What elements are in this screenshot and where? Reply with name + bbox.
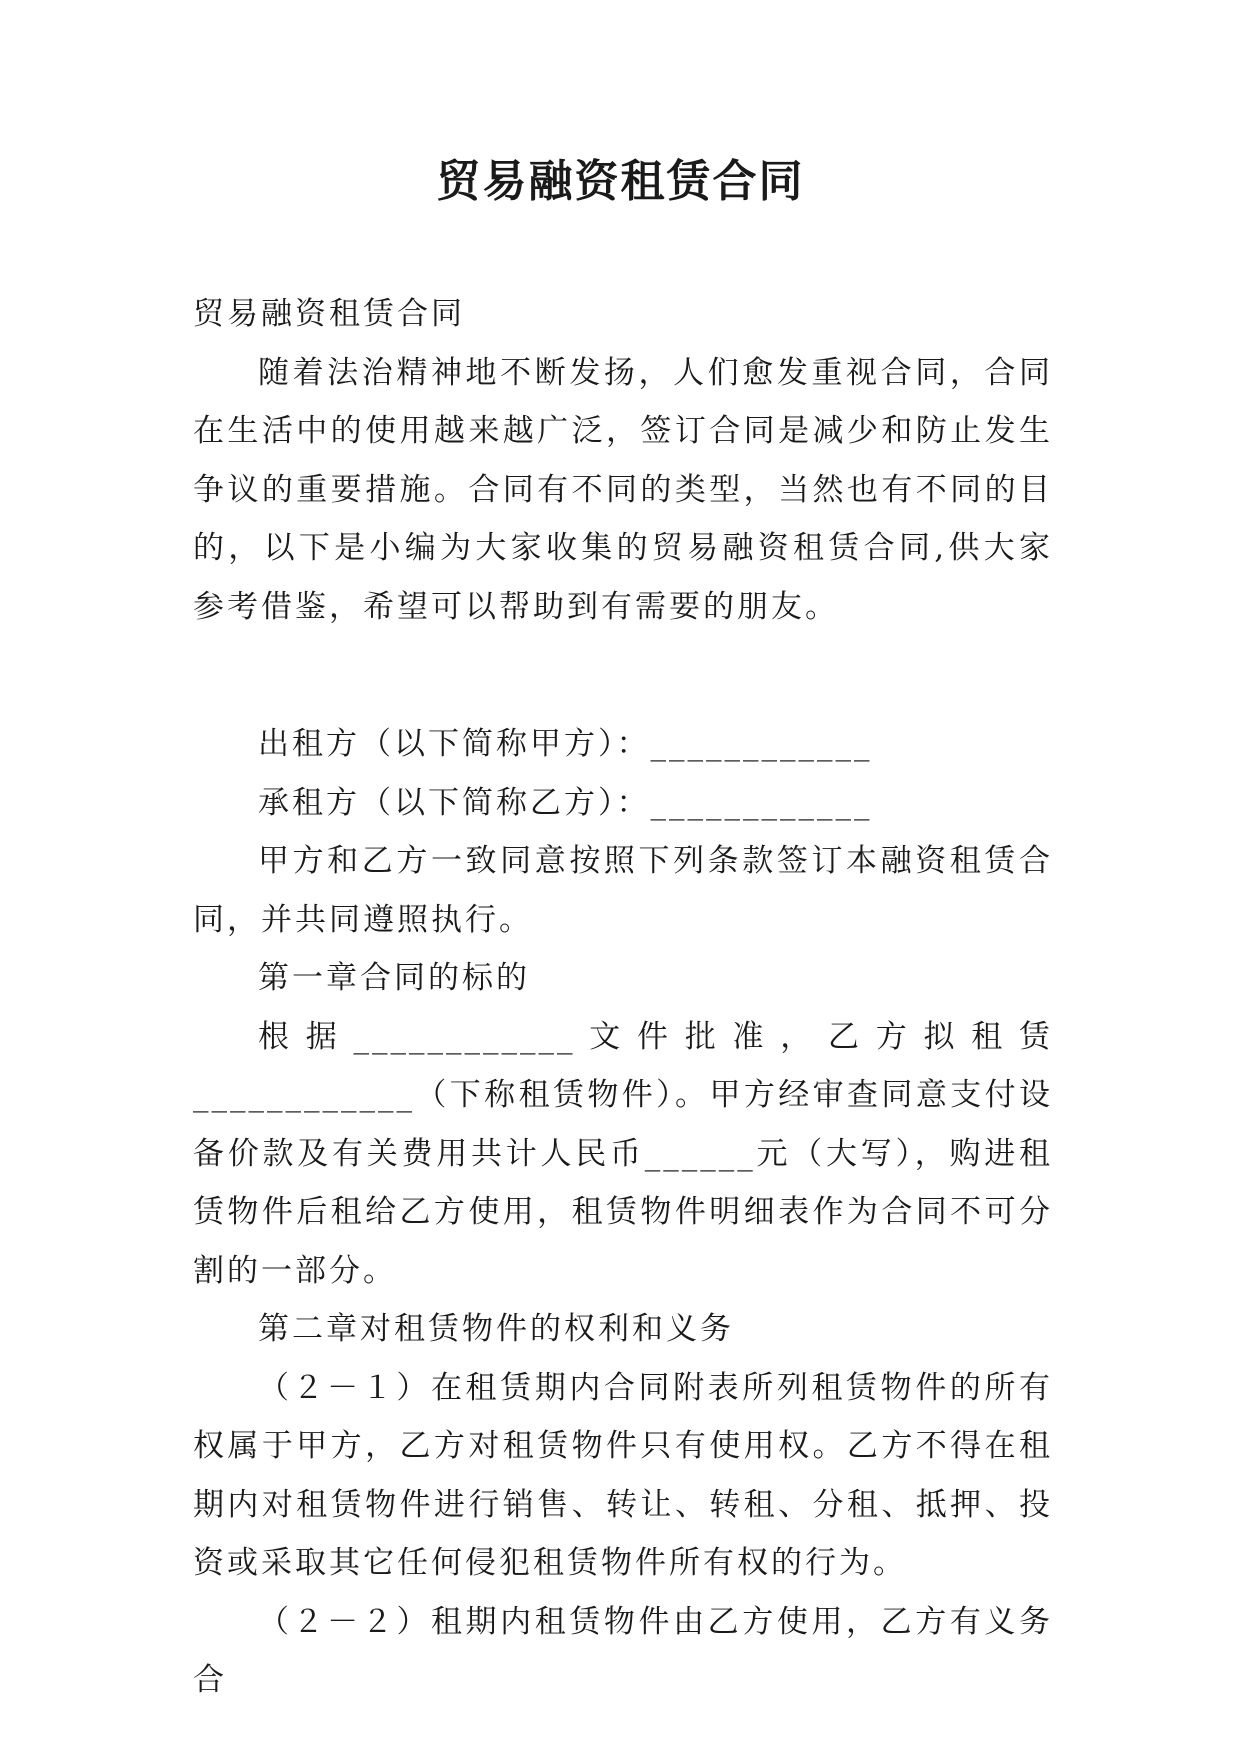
document-body bbox=[193, 285, 1053, 1710]
clause-2-1-paragraph: （２－１）在租赁期内合同附表所列租赁物件的所有权属于甲方，乙方对租赁物件只有使用权。乙方不得在租期内对租赁物件进行销售、转让、转租、分租、抵押、投资或采取其它任何侵犯租赁物件所有权的行为。 bbox=[193, 1369, 1053, 1581]
intro-paragraph: 随着法治精神地不断发扬，人们愈发重视合同，合同在生活中的使用越来越广泛，签订合同是减少和防止发生争议的重要措施。合同有不同的类型，当然也有不同的目的，以下是小编为大家收集的贸易融资租赁合同,供大家参考借鉴，希望可以帮助到有需要的朋友。 bbox=[193, 354, 1053, 625]
lessor-line: 出租方（以下简称甲方）：____________ bbox=[258, 726, 873, 762]
agreement-paragraph: 甲方和乙方一致同意按照下列条款签订本融资租赁合同，并共同遵照执行。 bbox=[193, 843, 1053, 938]
document-title: 贸易融资租赁合同 bbox=[436, 156, 805, 207]
chapter-1-paragraph: 根据____________文件批准，乙方拟租赁____________（下称租赁物件）。甲方经审查同意支付设备价款及有关费用共计人民币______元（大写），购进租赁物件后租给乙方使用，租赁物件明细表作为合同不可分割的一部分。 bbox=[193, 1018, 1053, 1289]
subtitle-paragraph: 贸易融资租赁合同 bbox=[193, 296, 465, 332]
clause-2-2-paragraph: （２－２）租期内租赁物件由乙方使用，乙方有义务合 bbox=[193, 1603, 1053, 1698]
chapter-1-heading: 第一章合同的标的 bbox=[258, 960, 530, 996]
lessee-line: 承租方（以下简称乙方）：____________ bbox=[258, 784, 873, 821]
paragraph-spacer bbox=[193, 636, 1053, 715]
chapter-2-heading: 第二章对租赁物件的权利和义务 bbox=[258, 1311, 734, 1347]
